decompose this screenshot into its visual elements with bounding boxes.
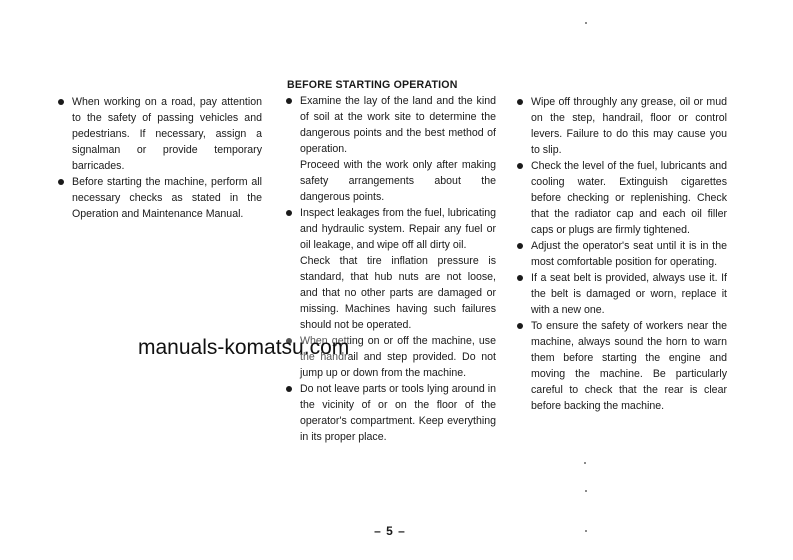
bullet-text: Check the level of the fuel, lubricants and cooling water. Extinguish cigarettes before checking or replenishing. Check that the radiator cap and each oil filler caps or plugs are firmly tightened. xyxy=(531,160,727,236)
bullet-text: Adjust the operator's seat until it is in the most comfortable position for operating. xyxy=(531,240,727,268)
bullet-text: To ensure the safety of workers near the machine, always sound the horn to warn them before starting the engine and moving the machine. Be particularly careful to check that the rear is clear before backing the machine. xyxy=(531,320,727,412)
right-column xyxy=(515,94,727,414)
bullet-text: Examine the lay of the land and the kind of soil at the work site to determine the dangerous points and the best method of operation. xyxy=(300,95,496,155)
bullet-text: If a seat belt is provided, always use it. If the belt is damaged or worn, replace it with a new one. xyxy=(531,272,727,316)
bullet-icon xyxy=(515,273,524,283)
bullet-text: When getting on or off the machine, use the handrail and step provided. Do not jump up or down from the machine. xyxy=(300,335,496,379)
bullet-icon xyxy=(515,161,524,171)
watermark-text: manuals-komatsu.com xyxy=(138,336,350,359)
bullet-icon xyxy=(515,321,524,331)
scan-speck xyxy=(585,22,587,24)
page-number: – 5 – xyxy=(374,524,406,538)
list-item xyxy=(515,94,727,158)
scan-speck xyxy=(584,462,586,464)
list-item xyxy=(56,174,262,222)
bullet-icon xyxy=(284,96,293,106)
bullet-icon xyxy=(56,177,65,187)
scan-speck xyxy=(585,530,587,532)
list-item xyxy=(284,205,496,333)
bullet-text: Wipe off throughly any grease, oil or mud on the step, handrail, floor or control levers. Failure to do this may cause you to slip. xyxy=(531,96,727,156)
list-item xyxy=(56,94,262,174)
bullet-extra-text: Check that tire inflation pressure is standard, that hub nuts are not loose, and that no other parts are damaged or missing. Machines having such failures should not be operated. xyxy=(300,255,496,331)
bullet-icon xyxy=(284,384,293,394)
bullet-icon xyxy=(515,241,524,251)
bullet-text: Before starting the machine, perform all necessary checks as stated in the Operation and Maintenance Manual. xyxy=(72,176,262,220)
section-heading: BEFORE STARTING OPERATION xyxy=(287,79,458,91)
bullet-text: Inspect leakages from the fuel, lubricating and hydraulic system. Repair any fuel or oil leakage, and wipe off all dirty oil. xyxy=(300,207,496,251)
scan-speck xyxy=(585,490,587,492)
list-item xyxy=(515,238,727,270)
list-item xyxy=(284,381,496,445)
bullet-icon xyxy=(284,208,293,218)
bullet-icon xyxy=(56,97,65,107)
left-column xyxy=(56,94,262,222)
list-item xyxy=(515,318,727,414)
list-item xyxy=(284,93,496,205)
bullet-extra-text: Proceed with the work only after making safety arrangements about the dangerous points. xyxy=(300,159,496,203)
bullet-text: When working on a road, pay attention to the safety of passing vehicles and pedestrians. If necessary, assign a signalman or provide temporary barricades. xyxy=(72,96,262,172)
bullet-text: Do not leave parts or tools lying around in the vicinity of or on the floor of the operator's compartment. Keep everything in its proper place. xyxy=(300,383,496,443)
list-item xyxy=(515,158,727,238)
middle-column xyxy=(284,77,496,445)
bullet-icon xyxy=(515,97,524,107)
list-item xyxy=(515,270,727,318)
